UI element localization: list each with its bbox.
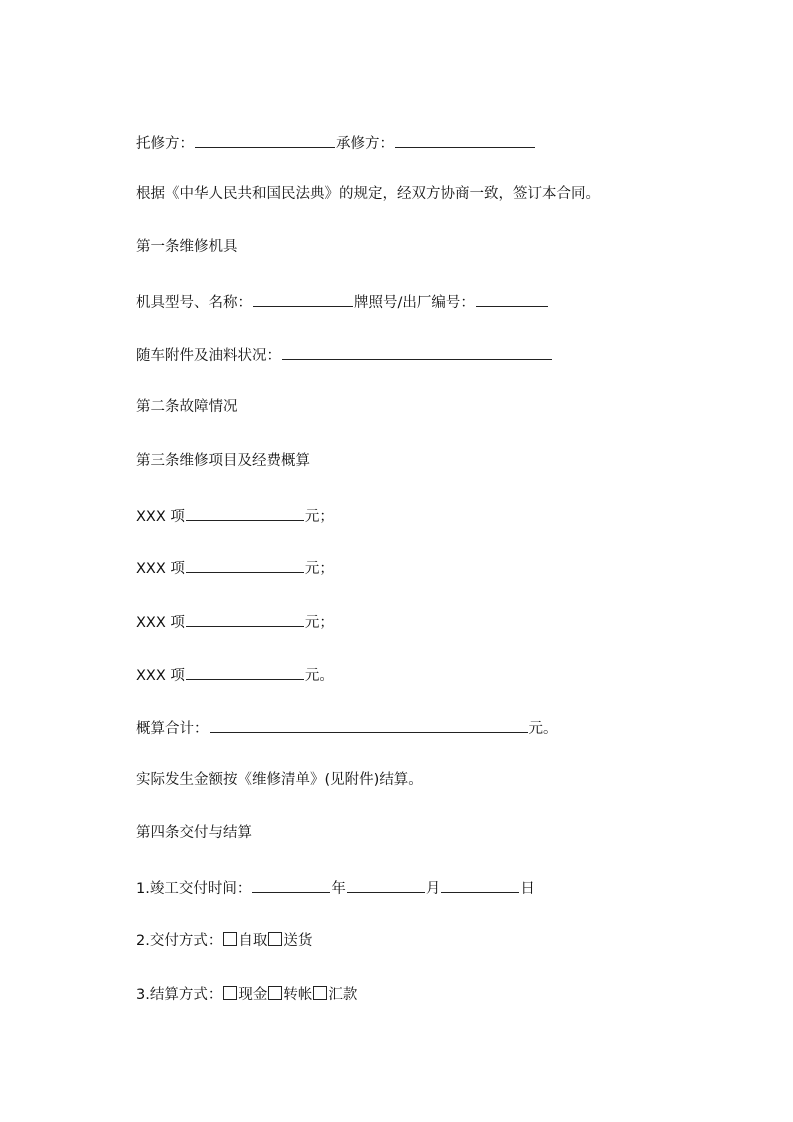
month-label: 月	[425, 881, 441, 897]
parties-line	[136, 132, 536, 152]
payment-label: 3.结算方式：	[136, 987, 223, 1003]
contractor-label: 承修方：	[336, 136, 394, 152]
article1-title: 第一条维修机具	[136, 239, 238, 255]
delivery-label: 2.交付方式：	[136, 933, 223, 949]
cost-item-unit: 元；	[304, 615, 334, 631]
cost-item-unit: 元；	[304, 561, 334, 577]
cost-item-row	[136, 505, 334, 525]
payment-cash-checkbox[interactable]	[223, 986, 237, 1000]
accessories-blank[interactable]	[282, 344, 552, 360]
cost-item-label: XXX 项	[136, 615, 185, 631]
client-blank[interactable]	[195, 132, 335, 148]
payment-option-label: 现金	[238, 987, 268, 1003]
total-blank[interactable]	[210, 717, 528, 733]
cost-item-blank[interactable]	[186, 611, 304, 627]
year-blank[interactable]	[252, 877, 330, 893]
payment-option-label: 汇款	[328, 987, 358, 1003]
article4-title: 第四条交付与结算	[136, 825, 252, 841]
cost-item-row	[136, 611, 334, 631]
cost-item-unit: 元。	[304, 668, 334, 684]
model-label: 机具型号、名称：	[136, 295, 252, 311]
accessories-line	[136, 344, 553, 364]
cost-item-label: XXX 项	[136, 561, 185, 577]
plate-label: 牌照号/出厂编号：	[354, 295, 475, 311]
delivery-option-label: 自取	[238, 933, 268, 949]
client-label: 托修方：	[136, 136, 194, 152]
plate-blank[interactable]	[476, 291, 548, 307]
intro-text: 根据《中华人民共和国民法典》的规定，经双方协商一致，签订本合同。	[136, 186, 600, 202]
payment-transfer-checkbox[interactable]	[268, 986, 282, 1000]
payment-remittance-checkbox[interactable]	[313, 986, 327, 1000]
completion-label: 1.竣工交付时间：	[136, 881, 252, 897]
model-blank[interactable]	[253, 291, 353, 307]
article3-title: 第三条维修项目及经费概算	[136, 453, 310, 469]
completion-line	[136, 877, 535, 897]
cost-item-blank[interactable]	[186, 664, 304, 680]
total-label: 概算合计：	[136, 721, 209, 737]
payment-option-label: 转帐	[283, 987, 313, 1003]
day-blank[interactable]	[441, 877, 519, 893]
cost-item-label: XXX 项	[136, 668, 185, 684]
delivery-option-label: 送货	[283, 933, 313, 949]
article2-title: 第二条故障情况	[136, 399, 238, 415]
cost-item-row	[136, 664, 334, 684]
settlement-note: 实际发生金额按《维修清单》(见附件)结算。	[136, 772, 423, 788]
cost-item-label: XXX 项	[136, 509, 185, 525]
day-label: 日	[520, 881, 535, 897]
payment-line	[136, 985, 357, 1005]
machine-info-line	[136, 291, 549, 311]
total-line	[136, 717, 558, 737]
total-unit: 元。	[528, 721, 558, 737]
contractor-blank[interactable]	[395, 132, 535, 148]
delivery-self-pickup-checkbox[interactable]	[223, 932, 237, 946]
cost-item-unit: 元；	[304, 509, 334, 525]
year-label: 年	[331, 881, 346, 897]
cost-item-blank[interactable]	[186, 557, 304, 573]
cost-item-blank[interactable]	[186, 505, 304, 521]
accessories-label: 随车附件及油料状况：	[136, 348, 281, 364]
month-blank[interactable]	[347, 877, 425, 893]
delivery-line	[136, 931, 312, 951]
cost-item-row	[136, 557, 334, 577]
delivery-shipping-checkbox[interactable]	[268, 932, 282, 946]
